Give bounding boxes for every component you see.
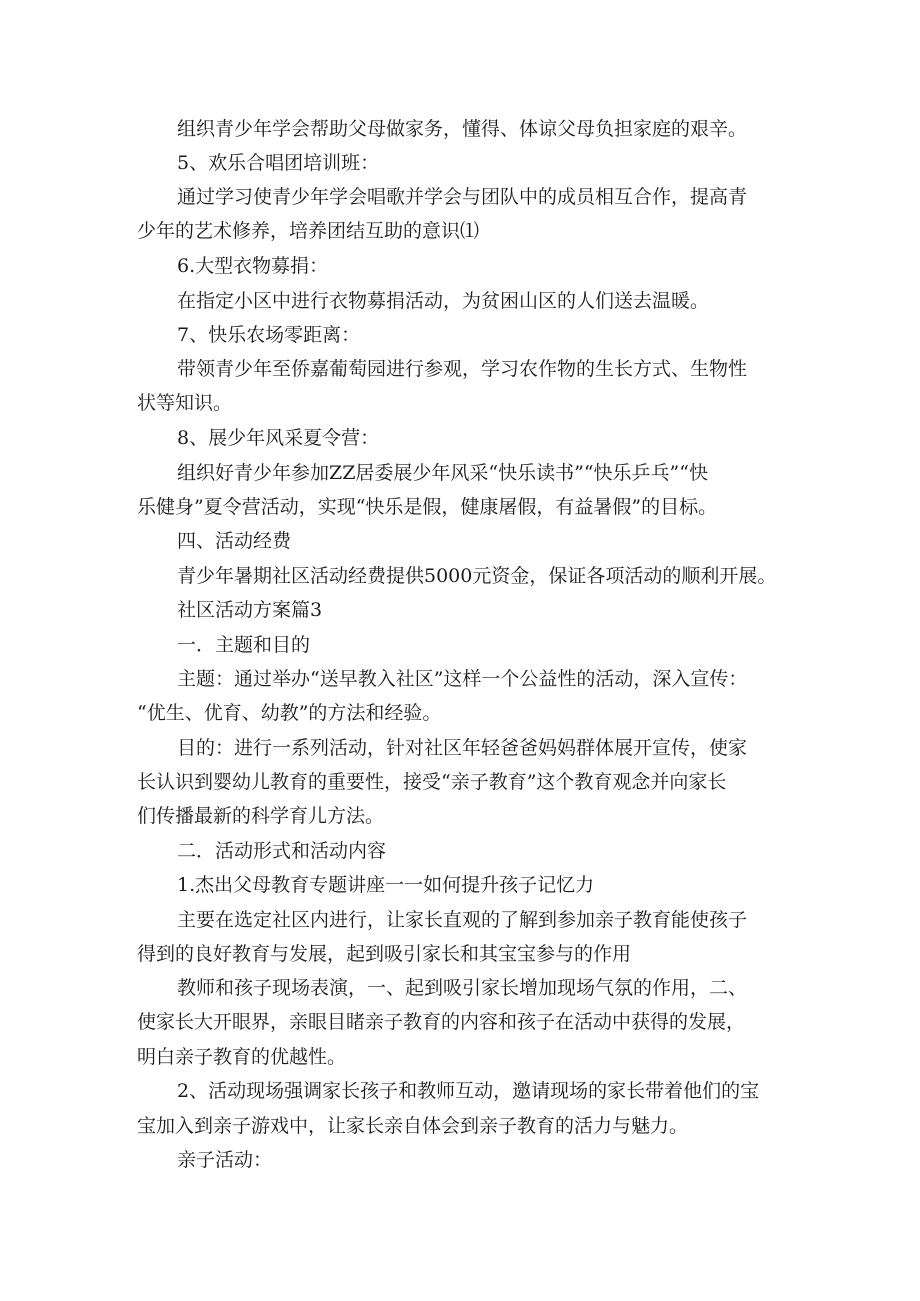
section-heading: 8、展少年风采夏令营： xyxy=(177,427,380,449)
paragraph-line: 明白亲子教育的优越性。 xyxy=(137,1046,347,1068)
section-heading: 亲子活动： xyxy=(177,1149,273,1171)
paragraph-line: 青少年暑期社区活动经费提供5000元资金，保证各项活动的顺利开展。 xyxy=(177,565,777,587)
paragraph-line: 乐健身”夏令营活动，实现“快乐是假，健康屠假，有益暑假”的目标。 xyxy=(137,496,718,518)
paragraph-line: “优生、优育、幼教”的方法和经验。 xyxy=(137,702,442,724)
section-heading: 四、活动经费 xyxy=(177,530,292,552)
paragraph-line: 2、活动现场强调家长孩子和教师互动，邀请现场的家长带着他们的宝 xyxy=(177,1080,760,1102)
section-heading: 7、快乐农场零距离： xyxy=(177,324,361,346)
paragraph-line: 在指定小区中进行衣物募捐活动，为贫困山区的人们送去温暖。 xyxy=(177,290,710,312)
paragraph-line: 使家长大开眼界，亲眼目睹亲子教育的内容和孩子在活动中获得的发展， xyxy=(137,1011,746,1033)
section-heading: 5、欢乐合唱团培训班： xyxy=(177,152,380,174)
section-heading: 1.杰出父母教育专题讲座一一如何提升孩子记忆力 xyxy=(177,874,595,896)
paragraph-line: 状等知识。 xyxy=(137,392,233,414)
paragraph-line: 教师和孩子现场表演，一、起到吸引家长增加现场气氛的作用，二、 xyxy=(177,977,748,999)
paragraph-line: 组织好青少年参加ZZ居委展少年风采“快乐读书”“快乐乒乓”“快 xyxy=(177,462,708,484)
paragraph-line: 得到的良好教育与发展，起到吸引家长和其宝宝参与的作用 xyxy=(137,943,632,965)
paragraph-line: 少年的艺术修养，培养团结互助的意识⑴ xyxy=(137,220,480,242)
paragraph-line: 主要在选定社区内进行，让家长直观的了解到参加亲子教育能使孩子 xyxy=(177,909,748,931)
section-heading: 一．主题和目的 xyxy=(177,634,311,656)
section-heading: 6.大型衣物募捐： xyxy=(177,255,329,277)
paragraph-line: 宝加入到亲子游戏中，让家长亲自体会到亲子教育的活力与魅力。 xyxy=(137,1115,689,1137)
paragraph-line: 目的：进行一系列活动，针对社区年轻爸爸妈妈群体展开宣传，使家 xyxy=(177,737,748,759)
section-heading: 二．活动形式和活动内容 xyxy=(177,840,387,862)
paragraph-line: 通过学习使青少年学会唱歌并学会与团队中的成员相互合作，提高青 xyxy=(177,186,748,208)
section-heading: 社区活动方案篇3 xyxy=(177,599,323,621)
paragraph-line: 长认识到婴幼儿教育的重要性，接受“亲子教育”这个教育观念并向家长 xyxy=(137,771,727,793)
paragraph-line: 组织青少年学会帮助父母做家务，懂得、体谅父母负担家庭的艰辛。 xyxy=(177,118,748,140)
paragraph-line: 主题：通过举办“送早教入社区”这样一个公益性的活动，深入宣传： xyxy=(177,668,748,690)
paragraph-line: 带领青少年至侨嘉葡萄园进行参观，学习农作物的生长方式、生物性 xyxy=(177,358,748,380)
paragraph-line: 们传播最新的科学育儿方法。 xyxy=(137,805,385,827)
